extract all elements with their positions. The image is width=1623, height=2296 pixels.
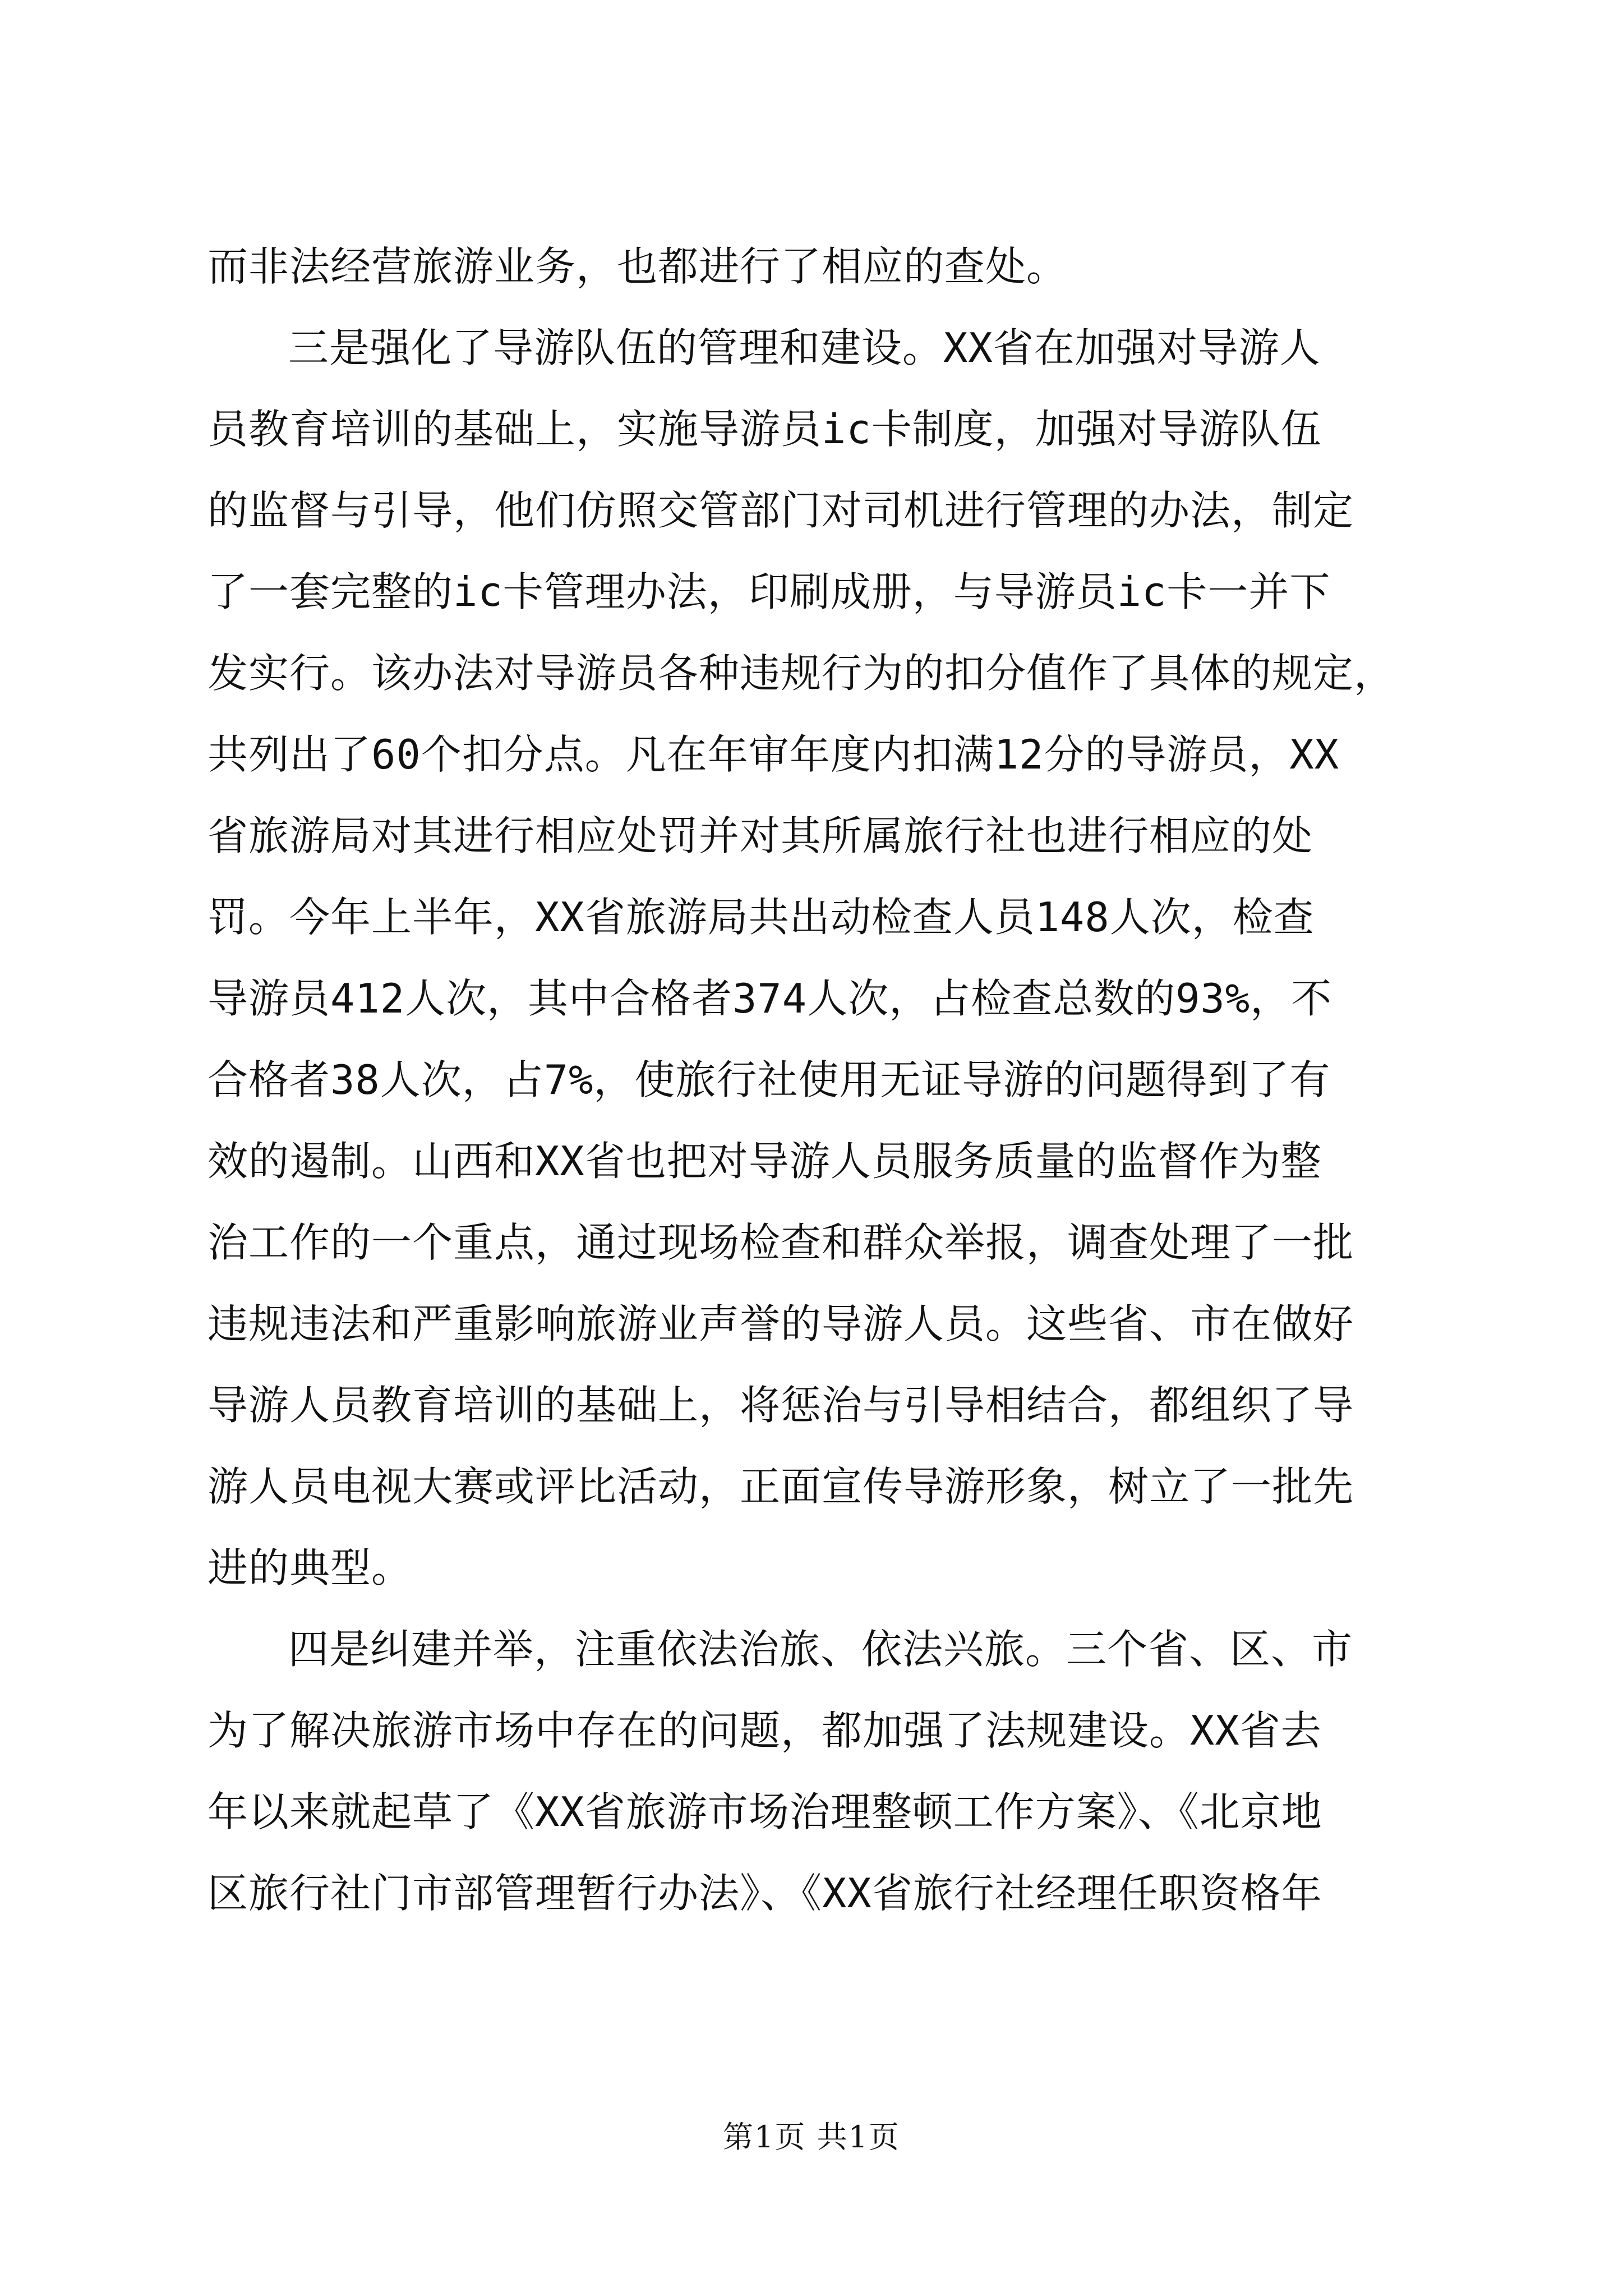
paragraph-line: 四是纠建并举，注重依法治旅、依法兴旅。三个省、区、市 xyxy=(288,1626,1353,1673)
paragraph-line: 罚。今年上半年，XX省旅游局共出动检查人员148人次，检查 xyxy=(208,894,1315,941)
paragraph-line: 为了解决旅游市场中存在的问题，都加强了法规建设。XX省去 xyxy=(208,1707,1322,1754)
paragraph-line: 年以来就起草了《XX省旅游市场治理整顿工作方案》、《北京地 xyxy=(208,1788,1322,1835)
paragraph-line: 合格者38人次，占7%，使旅行社使用无证导游的问题得到了有 xyxy=(208,1056,1331,1103)
paragraph-line: 导游员412人次，其中合格者374人次，占检查总数的93%，不 xyxy=(208,975,1332,1022)
paragraph-line: 导游人员教育培训的基础上，将惩治与引导相结合，都组织了导 xyxy=(208,1382,1354,1429)
paragraph-line: 治工作的一个重点，通过现场检查和群众举报，调查处理了一批 xyxy=(208,1219,1354,1266)
paragraph-line: 了一套完整的ic卡管理办法，印刷成册，与导游员ic卡一并下 xyxy=(208,568,1331,615)
paragraph-line: 的监督与引导，他们仿照交管部门对司机进行管理的办法，制定 xyxy=(208,487,1354,534)
paragraph-line: 而非法经营旅游业务，也都进行了相应的查处。 xyxy=(208,243,1068,290)
paragraph-line: 游人员电视大赛或评比活动，正面宣传导游形象，树立了一批先 xyxy=(208,1463,1354,1510)
paragraph-line: 员教育培训的基础上，实施导游员ic卡制度，加强对导游队伍 xyxy=(208,406,1322,453)
paragraph-line: 区旅行社门市部管理暂行办法》、《XX省旅行社经理任职资格年 xyxy=(208,1870,1322,1917)
paragraph-line: 共列出了60个扣分点。凡在年审年度内扣满12分的导游员，XX xyxy=(208,731,1340,778)
paragraph-line: 省旅游局对其进行相应处罚并对其所属旅行社也进行相应的处 xyxy=(208,812,1313,859)
paragraph-line: 违规违法和严重影响旅游业声誉的导游人员。这些省、市在做好 xyxy=(208,1300,1354,1347)
paragraph-line: 发实行。该办法对导游员各种违规行为的扣分值作了具体的规定， xyxy=(208,650,1395,697)
paragraph-line: 进的典型。 xyxy=(208,1544,413,1591)
page-footer: 第1页 共1页 xyxy=(723,2119,900,2155)
paragraph-line: 效的遏制。山西和XX省也把对导游人员服务质量的监督作为整 xyxy=(208,1138,1322,1185)
paragraph-line: 三是强化了导游队伍的管理和建设。XX省在加强对导游人 xyxy=(288,324,1321,371)
